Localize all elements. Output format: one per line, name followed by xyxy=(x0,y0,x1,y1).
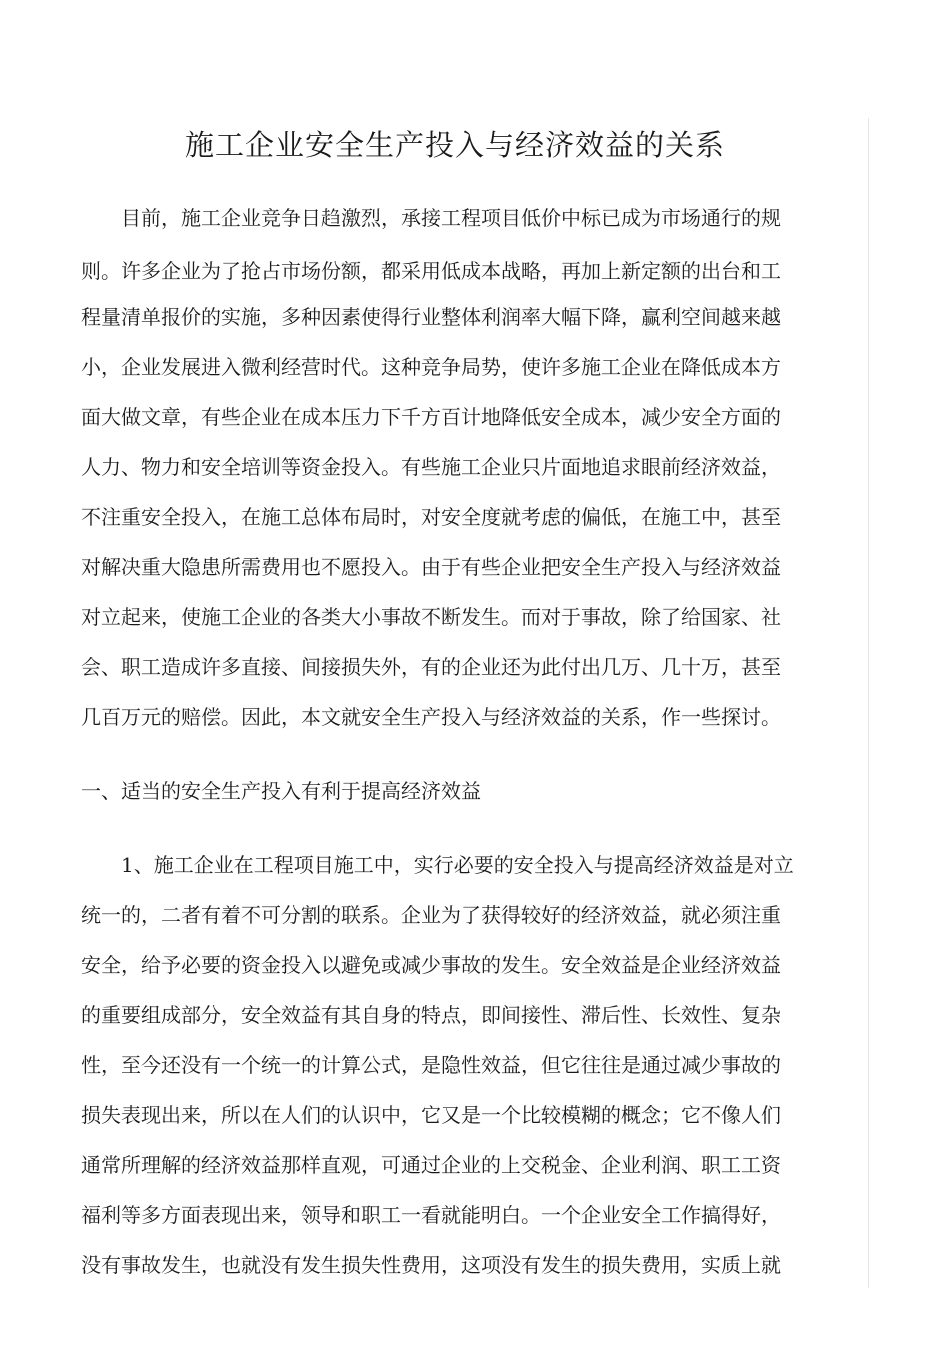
page-edge-divider xyxy=(868,118,869,1288)
paragraph-line: 福利等多方面表现出来，领导和职工一看就能明白。一个企业安全工作搞得好， xyxy=(81,1203,781,1227)
paragraph-line: 1、施工企业在工程项目施工中，实行必要的安全投入与提高经济效益是对立 xyxy=(121,853,794,877)
paragraph-line: 会、职工造成许多直接、间接损失外，有的企业还为此付出几万、几十万，甚至 xyxy=(81,655,781,679)
paragraph-line: 性，至今还没有一个统一的计算公式，是隐性效益，但它往往是通过减少事故的 xyxy=(81,1053,781,1077)
paragraph-line: 几百万元的赔偿。因此，本文就安全生产投入与经济效益的关系，作一些探讨。 xyxy=(81,705,781,729)
paragraph-line: 人力、物力和安全培训等资金投入。有些施工企业只片面地追求眼前经济效益， xyxy=(81,455,781,479)
paragraph-line: 程量清单报价的实施，多种因素使得行业整体利润率大幅下降，赢利空间越来越 xyxy=(81,305,781,329)
paragraph-line: 安全，给予必要的资金投入以避免或减少事故的发生。安全效益是企业经济效益 xyxy=(81,953,781,977)
document-title: 施工企业安全生产投入与经济效益的关系 xyxy=(184,128,725,162)
section-heading: 一、适当的安全生产投入有利于提高经济效益 xyxy=(81,779,481,803)
paragraph-line: 不注重安全投入，在施工总体布局时，对安全度就考虑的偏低，在施工中，甚至 xyxy=(81,505,781,529)
paragraph-line: 的重要组成部分，安全效益有其自身的特点，即间接性、滞后性、长效性、复杂 xyxy=(81,1003,781,1027)
paragraph-line: 通常所理解的经济效益那样直观，可通过企业的上交税金、企业利润、职工工资 xyxy=(81,1153,781,1177)
paragraph-line: 损失表现出来，所以在人们的认识中，它又是一个比较模糊的概念；它不像人们 xyxy=(81,1103,781,1127)
paragraph-line: 面大做文章，有些企业在成本压力下千方百计地降低安全成本，减少安全方面的 xyxy=(81,405,781,429)
paragraph-line: 没有事故发生，也就没有发生损失性费用，这项没有发生的损失费用，实质上就 xyxy=(81,1253,781,1277)
paragraph-line: 统一的，二者有着不可分割的联系。企业为了获得较好的经济效益，就必须注重 xyxy=(81,903,781,927)
paragraph-line: 对立起来，使施工企业的各类大小事故不断发生。而对于事故，除了给国家、社 xyxy=(81,605,781,629)
paragraph-line: 目前，施工企业竞争日趋激烈，承接工程项目低价中标已成为市场通行的规 xyxy=(121,206,781,230)
paragraph-line: 则。许多企业为了抢占市场份额，都采用低成本战略，再加上新定额的出台和工 xyxy=(81,259,781,283)
paragraph-line: 小，企业发展进入微利经营时代。这种竞争局势，使许多施工企业在降低成本方 xyxy=(81,355,781,379)
paragraph-line: 对解决重大隐患所需费用也不愿投入。由于有些企业把安全生产投入与经济效益 xyxy=(81,555,781,579)
